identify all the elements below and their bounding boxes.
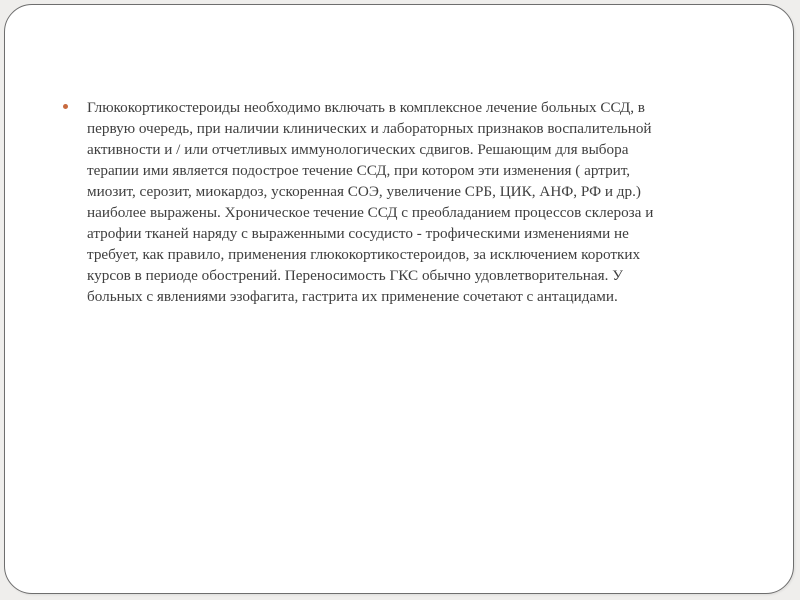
text-line: атрофии тканей наряду с выраженными сосудисто - трофическими изменениями не bbox=[87, 225, 629, 242]
text-line: первую очередь, при наличии клинических и лабораторных признаков воспалительной bbox=[87, 120, 652, 137]
text-line: терапии ими является подострое течение ССД, при котором эти изменения ( артрит, bbox=[87, 162, 631, 179]
text-line: наиболее выражены. Хроническое течение ССД с преобладанием процессов склероза и bbox=[87, 204, 654, 221]
text-line: больных с явлениями эзофагита, гастрита их применение сочетают с антацидами. bbox=[87, 288, 618, 305]
text-line: курсов в периоде обострений. Переносимость ГКС обычно удовлетворительная. У bbox=[87, 267, 623, 284]
text-line: миозит, серозит, миокардоз, ускоренная СОЭ, увеличение СРБ, ЦИК, АНФ, РФ и др.) bbox=[87, 183, 641, 200]
bullet-item bbox=[63, 97, 753, 307]
text-line: требует, как правило, применения глюкокортикостероидов, за исключением коротких bbox=[87, 246, 641, 263]
bullet-text bbox=[87, 97, 753, 307]
slide-content bbox=[63, 97, 753, 307]
bullet-icon bbox=[63, 104, 68, 109]
text-line: активности и / или отчетливых иммунологических сдвигов. Решающим для выбора bbox=[87, 141, 629, 158]
text-line: Глюкокортикостероиды необходимо включать в комплексное лечение больных ССД, в bbox=[87, 99, 645, 116]
slide-frame bbox=[4, 4, 794, 594]
